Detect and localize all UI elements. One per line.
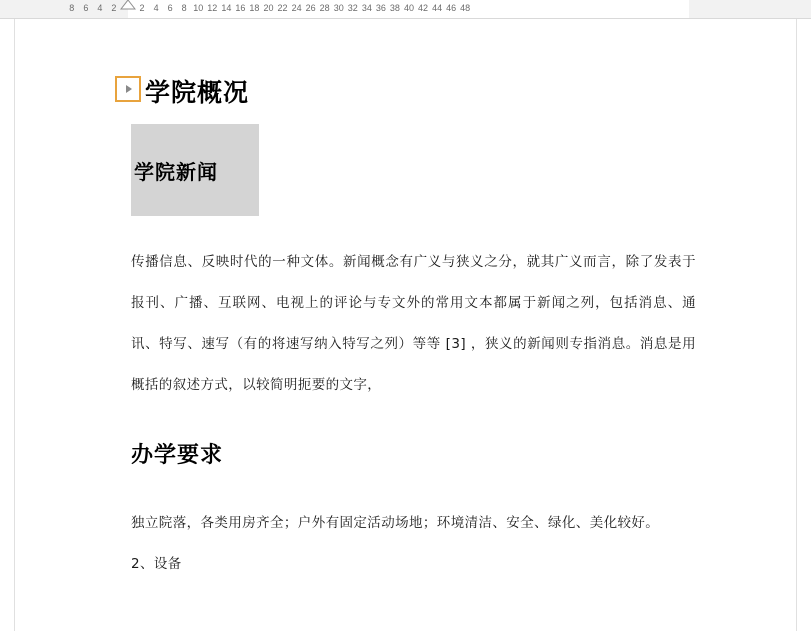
heading1-row xyxy=(131,74,696,108)
ruler-tick: 32 xyxy=(347,3,358,13)
triangle-right-icon xyxy=(126,85,132,93)
ruler-tick: 34 xyxy=(361,3,372,13)
ruler-tick: 12 xyxy=(207,3,218,13)
ruler-tick: 22 xyxy=(277,3,288,13)
ruler-tick: 36 xyxy=(375,3,386,13)
paragraph-requirements: 独立院落，各类用房齐全；户外有固定活动场地；环境清洁、安全、绿化、美化较好。 xyxy=(131,515,660,531)
ruler-tick: 4 xyxy=(97,3,103,13)
paragraph-equipment: 2、设备 xyxy=(131,556,182,572)
ruler-tick: 26 xyxy=(305,3,316,13)
ruler-tick: 8 xyxy=(181,3,187,13)
heading2-requirements: 办学要求 xyxy=(131,443,224,468)
ruler-tick: 18 xyxy=(249,3,260,13)
ruler-tick: 44 xyxy=(432,3,443,13)
document-page[interactable] xyxy=(14,19,797,631)
shaded-heading-text: 学院新闻 xyxy=(134,159,218,184)
first-line-indent-marker[interactable] xyxy=(120,0,136,10)
ruler-tick: 8 xyxy=(69,3,75,13)
ruler-tick: 10 xyxy=(193,3,204,13)
ruler-tick: 6 xyxy=(83,3,89,13)
ruler-tick: 4 xyxy=(153,3,159,13)
ruler-tick: 20 xyxy=(263,3,274,13)
ruler-tick: 2 xyxy=(139,3,145,13)
ruler-tick: 16 xyxy=(235,3,246,13)
shaded-heading-block[interactable] xyxy=(131,124,259,216)
ruler-tick: 24 xyxy=(291,3,302,13)
ruler-tick: 48 xyxy=(460,3,471,13)
ruler-tick: 42 xyxy=(418,3,429,13)
document-body xyxy=(131,74,696,585)
ruler-tick: 14 xyxy=(221,3,232,13)
ruler-tick: 46 xyxy=(446,3,457,13)
page-title: 学院概况 xyxy=(145,78,250,107)
ruler-tick: 2 xyxy=(111,3,117,13)
ruler-tick: 40 xyxy=(403,3,415,13)
ruler-tick: 38 xyxy=(389,3,400,13)
ruler-tick: 6 xyxy=(167,3,173,13)
collapse-toggle-button[interactable] xyxy=(115,76,141,102)
paragraph-news: 传播信息、反映时代的一种文体。新闻概念有广义与狭义之分，就其广义而言，除了发表于报刊、广播、互联网、电视上的评论与专文外的常用文本都属于新闻之列，包括消息、通讯、特写、速写（有的将速写纳入特写之列）等等 [3] ，狭义的新闻则专指消息。消息是用概括的叙述方式，以较简明扼要的文字， xyxy=(131,254,696,393)
ruler-tick: 30 xyxy=(333,3,344,13)
ruler-tick: 28 xyxy=(319,3,330,13)
